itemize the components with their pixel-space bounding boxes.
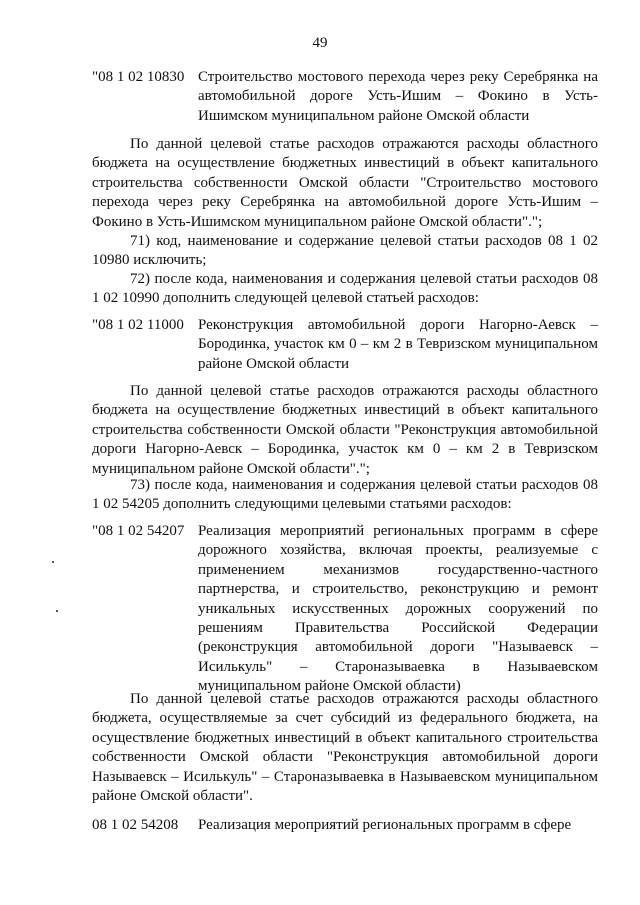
page-number: 49 — [312, 35, 328, 51]
scan-speck — [56, 610, 58, 612]
budget-entry — [92, 522, 598, 697]
entry-description: Реализация мероприятий региональных программ в сфере — [198, 817, 572, 833]
budget-entry — [92, 816, 598, 835]
paragraph: По данной целевой статье расходов отражаются расходы областного бюджета, осуществляемые за счет субсидий из федерального бюджета, на осуществление бюджетных инвестиций в объект капитального строительства собственности Омской области "Реконструкция автомобильной дороги Называевск – Исилькуль" – Староназываевка в Называевском муниципальном районе Омской области". — [92, 691, 598, 805]
paragraph: По данной целевой статье расходов отражаются расходы областного бюджета на осуществление бюджетных инвестиций в объект капитального строительства собственности Омской области "Реконструкция автомобильной дороги Нагорно-Аевск – Бородинка, участок км 0 – км 2 в Тевризском муниципальном районе Омской области"."; — [92, 383, 598, 477]
entry-code: "08 1 02 54207 — [92, 523, 185, 539]
scan-speck — [52, 561, 54, 563]
entry-code: "08 1 02 10830 — [92, 69, 185, 85]
budget-entry — [92, 316, 598, 374]
budget-entry — [92, 68, 598, 126]
paragraph: 72) после кода, наименования и содержания целевой статьи расходов 08 1 02 10990 дополнить следующей целевой статьей расходов: — [92, 271, 598, 307]
paragraph: 73) после кода, наименования и содержания целевой статьи расходов 08 1 02 54205 дополнить следующими целевыми статьями расходов: — [92, 477, 598, 513]
paragraph: По данной целевой статье расходов отражаются расходы областного бюджета на осуществление бюджетных инвестиций в объект капитального строительства собственности Омской области "Строительство мостового перехода через реку Серебрянка на автомобильной дороге Усть-Ишим – Фокино в Усть-Ишимском муниципальном районе Омской области"."; — [92, 136, 598, 230]
entry-description: Реализация мероприятий региональных программ в сфере дорожного хозяйства, включая проекты, реализуемые с применением механизмов государственно-частного партнерства, и строительство, реконструкцию и ремонт уникальных искусственных дорожных сооружений по решениям Правительства Российской Федерации (реконструкция автомобильной дороги "Называевск – Исилькуль" – Староназываевка в Называевском муниципальном районе Омской области) — [198, 523, 598, 695]
paragraph: 71) код, наименование и содержание целевой статьи расходов 08 1 02 10980 исключить; — [92, 233, 598, 269]
entry-description: Строительство мостового перехода через реку Серебрянка на автомобильной дороге Усть-Ишим – Фокино в Усть-Ишимском муниципальном районе Омской области — [198, 69, 598, 124]
entry-code: 08 1 02 54208 — [92, 817, 179, 833]
entry-description: Реконструкция автомобильной дороги Нагорно-Аевск – Бородинка, участок км 0 – км 2 в Тевризском муниципальном районе Омской области — [198, 317, 598, 372]
entry-code: "08 1 02 11000 — [92, 317, 184, 333]
